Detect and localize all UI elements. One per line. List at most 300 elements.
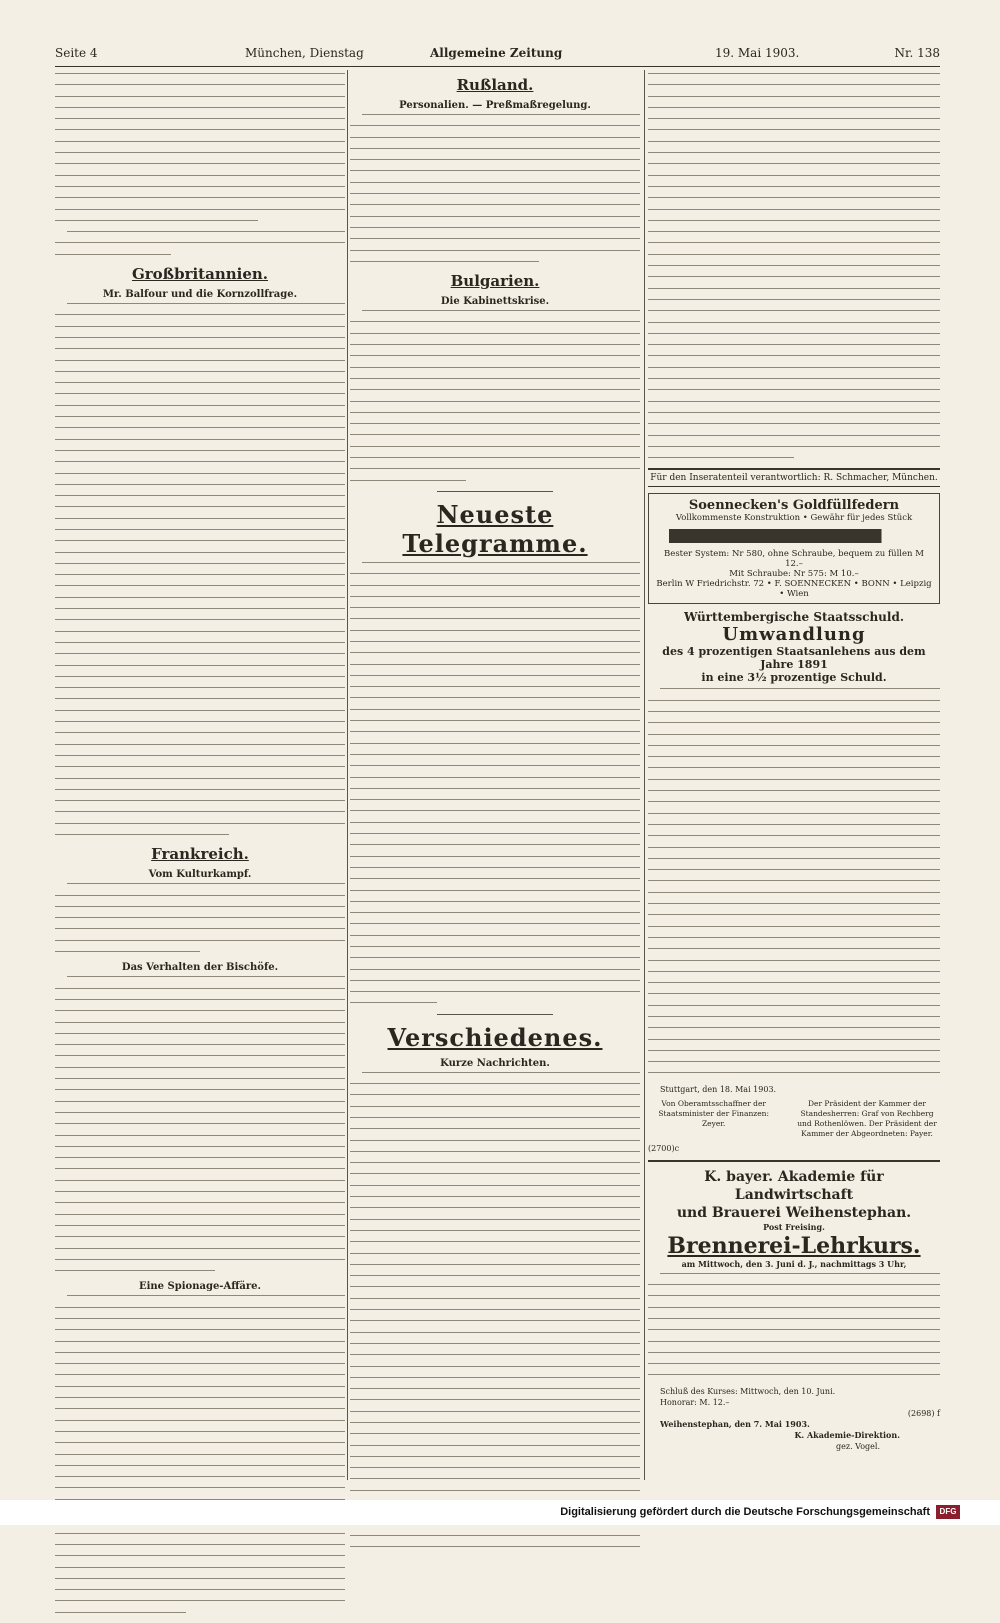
text-line — [55, 1567, 345, 1568]
text-line — [350, 148, 640, 149]
text-line — [67, 303, 345, 304]
text-line — [55, 789, 345, 790]
text-line — [350, 1388, 640, 1389]
text-line — [350, 355, 640, 356]
text-line — [55, 563, 345, 564]
text-line — [55, 1202, 345, 1203]
text-line — [55, 744, 345, 745]
text-line — [648, 1284, 940, 1285]
text-line — [55, 834, 229, 835]
text-line — [55, 988, 345, 989]
text-line — [55, 337, 345, 338]
text-line — [55, 405, 345, 406]
column-left — [55, 70, 345, 1623]
text-line — [55, 197, 345, 198]
text-line — [350, 1286, 640, 1287]
text-line — [55, 1386, 345, 1387]
text-line — [350, 468, 640, 469]
text-line — [648, 801, 940, 802]
text-line — [648, 1027, 940, 1028]
section-subtitle: Mr. Balfour und die Kornzollfrage. — [102, 289, 298, 301]
text-line — [350, 664, 640, 665]
text-line — [55, 371, 345, 372]
text-line — [55, 1555, 345, 1556]
academy-post: Post Freising. — [763, 1221, 825, 1232]
text-line — [55, 1363, 345, 1364]
text-line — [350, 423, 640, 424]
text-line — [55, 1307, 345, 1308]
notice-heading: Umwandlung — [722, 624, 866, 646]
text-line — [648, 948, 940, 949]
text-line — [350, 844, 640, 845]
text-line — [648, 378, 940, 379]
text-line — [350, 1083, 640, 1084]
column-middle — [350, 70, 640, 1558]
text-line — [350, 822, 640, 823]
text-line — [55, 1578, 345, 1579]
text-line — [55, 676, 345, 677]
text-line — [648, 129, 940, 130]
text-line — [55, 382, 345, 383]
text-line — [55, 1454, 345, 1455]
text-line — [55, 597, 345, 598]
text-line — [350, 1399, 640, 1400]
text-line — [350, 720, 640, 721]
text-line — [55, 698, 345, 699]
text-line — [55, 1236, 345, 1237]
text-line — [55, 1259, 345, 1260]
text-line — [55, 1465, 345, 1466]
text-line — [55, 619, 345, 620]
text-line — [350, 1456, 640, 1457]
text-line — [55, 906, 345, 907]
text-line — [55, 427, 345, 428]
text-line — [648, 1050, 940, 1051]
text-line — [648, 412, 940, 413]
paper-title: Allgemeine Zeitung — [430, 46, 563, 60]
text-line — [648, 835, 940, 836]
article-text-block — [350, 1072, 640, 1547]
text-line — [350, 1241, 640, 1242]
text-line — [648, 310, 940, 311]
text-line — [55, 152, 345, 153]
text-line — [648, 869, 940, 870]
text-line — [350, 1343, 640, 1344]
soennecken-ad — [648, 493, 940, 604]
text-line — [350, 630, 640, 631]
text-line — [648, 756, 940, 757]
ad-line: Mit Schraube: Nr 575: M 10.– — [729, 569, 859, 580]
text-line — [648, 322, 940, 323]
text-line — [350, 890, 640, 891]
city-day: München, Dienstag — [245, 46, 364, 60]
text-line — [55, 129, 345, 130]
text-line — [648, 96, 940, 97]
article-text-block — [55, 303, 345, 835]
text-line — [648, 118, 940, 119]
academy-name-2: und Brauerei Weihenstephan. — [676, 1204, 912, 1221]
text-line — [350, 333, 640, 334]
text-line — [648, 276, 940, 277]
text-line — [648, 914, 940, 915]
text-line — [55, 917, 345, 918]
text-line — [55, 1067, 345, 1068]
text-line — [350, 969, 640, 970]
text-line — [648, 254, 940, 255]
section-subtitle: Eine Spionage-Affäre. — [138, 1281, 262, 1293]
text-line — [350, 1219, 640, 1220]
text-line — [350, 1422, 640, 1423]
text-line — [350, 434, 640, 435]
text-line — [350, 810, 640, 811]
text-line — [648, 141, 940, 142]
text-line — [350, 367, 640, 368]
text-line — [55, 1157, 345, 1158]
text-line — [350, 788, 640, 789]
text-line — [648, 982, 940, 983]
text-line — [350, 1411, 640, 1412]
text-line — [350, 618, 640, 619]
issue-number: Nr. 138 — [894, 46, 940, 60]
text-line — [350, 204, 640, 205]
text-line — [648, 73, 940, 74]
text-line — [55, 450, 345, 451]
course-fee: Honorar: M. 12.– — [660, 1397, 730, 1407]
text-line — [67, 883, 345, 884]
text-line — [350, 923, 640, 924]
text-line — [350, 446, 640, 447]
issue-date: 19. Mai 1903. — [715, 46, 800, 60]
text-line — [648, 107, 940, 108]
text-line — [350, 731, 640, 732]
text-line — [350, 777, 640, 778]
text-line — [350, 641, 640, 642]
text-line — [362, 1072, 640, 1073]
text-line — [350, 1094, 640, 1095]
text-line — [55, 1408, 345, 1409]
text-line — [350, 1445, 640, 1446]
column-rule — [644, 70, 645, 1480]
text-line — [350, 573, 640, 574]
ad-subtitle: Vollkommenste Konstruktion • Gewähr für jedes Stück — [675, 513, 913, 524]
text-line — [648, 163, 940, 164]
text-line — [350, 957, 640, 958]
text-line — [350, 1264, 640, 1265]
text-line — [350, 401, 640, 402]
text-line — [55, 107, 345, 108]
text-line — [648, 423, 940, 424]
text-line — [648, 1352, 940, 1353]
section-subtitle: Die Kabinettskrise. — [440, 296, 550, 308]
text-line — [55, 1487, 345, 1488]
text-line — [350, 833, 640, 834]
text-line — [660, 1273, 940, 1274]
text-line — [350, 216, 640, 217]
text-line — [350, 912, 640, 913]
notice-place-date: Stuttgart, den 18. Mai 1903. — [660, 1084, 777, 1094]
text-line — [350, 159, 640, 160]
text-line — [648, 84, 940, 85]
course-place-date: Weihenstephan, den 7. Mai 1903. — [660, 1418, 810, 1429]
text-line — [350, 1196, 640, 1197]
text-line — [55, 1214, 345, 1215]
text-line — [350, 675, 640, 676]
telegrams-title: Neueste Telegramme. — [402, 499, 588, 558]
text-line — [350, 1309, 640, 1310]
text-line — [648, 1307, 940, 1308]
text-line — [350, 321, 640, 322]
text-line — [55, 1318, 345, 1319]
text-line — [648, 779, 940, 780]
text-line — [55, 1442, 345, 1443]
text-line — [350, 1467, 640, 1468]
text-line — [350, 1275, 640, 1276]
text-line — [648, 892, 940, 893]
text-line — [648, 435, 940, 436]
text-line — [648, 993, 940, 994]
text-line — [55, 393, 345, 394]
text-line — [55, 895, 345, 896]
course-signature: K. Akademie-Direktion. — [794, 1429, 900, 1440]
text-line — [350, 480, 466, 481]
text-line — [67, 1295, 345, 1296]
text-line — [648, 186, 940, 187]
text-line — [648, 265, 940, 266]
text-line — [55, 461, 345, 462]
text-line — [55, 163, 345, 164]
article-text-block — [350, 114, 640, 262]
section-divider — [437, 491, 553, 492]
text-line — [648, 457, 794, 458]
text-line — [55, 800, 345, 801]
text-line — [55, 473, 345, 474]
text-line — [350, 1354, 640, 1355]
text-line — [648, 355, 940, 356]
ad-line: Bester System: Nr 580, ohne Schraube, bequem zu füllen M 12.– — [664, 549, 924, 570]
text-line — [350, 412, 640, 413]
notice-title: Württembergische Staatsschuld. — [683, 610, 905, 625]
text-line — [55, 1191, 345, 1192]
text-line — [648, 344, 940, 345]
fountain-pen-icon — [669, 529, 919, 543]
text-line — [648, 1016, 940, 1017]
text-line — [55, 721, 345, 722]
text-line — [350, 250, 640, 251]
text-line — [55, 1341, 345, 1342]
text-line — [648, 209, 940, 210]
text-line — [55, 360, 345, 361]
text-line — [648, 1005, 940, 1006]
right-signature: Der Präsident der Kammer der Standesherren: Graf von Rechberg und Rothenlöwen. Der Präsident der Kammer der Abgeordneten: Payer. — [797, 1098, 937, 1138]
text-line — [648, 231, 940, 232]
text-line — [350, 378, 640, 379]
text-line — [350, 946, 640, 947]
text-line — [350, 1490, 640, 1491]
text-line — [55, 608, 345, 609]
text-line — [55, 687, 345, 688]
text-line — [648, 175, 940, 176]
text-line — [648, 1039, 940, 1040]
text-line — [648, 903, 940, 904]
text-line — [55, 999, 345, 1000]
text-line — [55, 186, 345, 187]
section-title: Bulgarien. — [450, 272, 540, 291]
text-line — [55, 1089, 345, 1090]
text-line — [350, 1002, 437, 1003]
ad-title: Soennecken's Goldfüllfedern — [688, 498, 900, 514]
notice-subtitle: in eine 3½ prozentige Schuld. — [701, 671, 887, 685]
text-line — [350, 1535, 640, 1536]
text-line — [648, 1295, 940, 1296]
responsible-note: Für den Inseratenteil verantwortlich: R. Schmacher, München. — [648, 468, 940, 487]
text-line — [55, 1612, 186, 1613]
text-line — [55, 778, 345, 779]
text-line — [350, 1207, 640, 1208]
text-line — [55, 1352, 345, 1353]
text-line — [350, 878, 640, 879]
text-line — [648, 824, 940, 825]
text-line — [648, 858, 940, 859]
text-line — [350, 1546, 640, 1547]
text-line — [55, 1033, 345, 1034]
text-line — [648, 446, 940, 447]
text-line — [648, 220, 940, 221]
text-line — [648, 389, 940, 390]
text-line — [55, 1044, 345, 1045]
text-line — [55, 766, 345, 767]
text-line — [55, 1168, 345, 1169]
text-line — [55, 585, 345, 586]
course-signed: gez. Vogel. — [836, 1441, 880, 1451]
misc-subtitle: Kurze Nachrichten. — [440, 1057, 550, 1069]
text-line — [350, 1128, 640, 1129]
text-line — [350, 991, 640, 992]
text-line — [648, 197, 940, 198]
text-line — [55, 1010, 345, 1011]
page-number: Seite 4 — [55, 46, 98, 60]
text-line — [55, 665, 345, 666]
text-line — [648, 1061, 940, 1062]
text-line — [350, 1151, 640, 1152]
text-line — [55, 823, 345, 824]
text-line — [350, 1366, 640, 1367]
text-line — [55, 951, 200, 952]
text-line — [67, 976, 345, 977]
text-line — [55, 1476, 345, 1477]
text-line — [350, 652, 640, 653]
text-line — [648, 1374, 940, 1375]
article-text-block — [55, 73, 345, 255]
text-line — [55, 1589, 345, 1590]
section-title: Frankreich. — [151, 845, 249, 864]
text-line — [648, 299, 940, 300]
text-line — [55, 1431, 345, 1432]
text-line — [350, 686, 640, 687]
text-line — [55, 96, 345, 97]
article-text-block — [55, 883, 345, 952]
text-line — [55, 1248, 345, 1249]
text-line — [350, 1478, 640, 1479]
text-line — [350, 1332, 640, 1333]
text-line — [350, 1377, 640, 1378]
text-line — [55, 710, 345, 711]
text-line — [350, 799, 640, 800]
text-line — [55, 529, 345, 530]
misc-title: Verschiedenes. — [387, 1022, 603, 1052]
text-line — [55, 928, 345, 929]
column-right — [648, 70, 940, 1452]
text-line — [350, 389, 640, 390]
text-line — [350, 1106, 640, 1107]
text-line — [55, 220, 258, 221]
text-line — [55, 540, 345, 541]
text-line — [648, 745, 940, 746]
text-line — [350, 1173, 640, 1174]
text-line — [648, 767, 940, 768]
text-line — [55, 1112, 345, 1113]
text-line — [55, 73, 345, 74]
text-line — [648, 937, 940, 938]
section-title: Rußland. — [456, 76, 534, 94]
text-line — [55, 1225, 345, 1226]
text-line — [67, 231, 345, 232]
text-line — [55, 1180, 345, 1181]
text-line — [55, 1600, 345, 1601]
text-line — [55, 242, 345, 243]
text-line — [350, 1253, 640, 1254]
text-line — [55, 1420, 345, 1421]
notice-code: (2700)c — [648, 1143, 680, 1153]
text-line — [55, 642, 345, 643]
text-line — [55, 439, 345, 440]
dfg-logo-icon: DFG — [936, 1505, 960, 1519]
article-text-block — [350, 562, 640, 1004]
text-line — [55, 209, 345, 210]
section-subtitle: Personalien. — Preßmaßregelung. — [399, 100, 591, 111]
text-line — [648, 813, 940, 814]
text-line — [55, 1022, 345, 1023]
text-line — [55, 1374, 345, 1375]
text-line — [55, 1533, 345, 1534]
text-line — [648, 242, 940, 243]
text-line — [350, 765, 640, 766]
text-line — [350, 754, 640, 755]
text-line — [648, 847, 940, 848]
text-line — [55, 84, 345, 85]
text-line — [350, 743, 640, 744]
text-line — [55, 254, 171, 255]
text-line — [350, 1117, 640, 1118]
text-line — [55, 495, 345, 496]
text-line — [55, 940, 345, 941]
text-line — [55, 118, 345, 119]
text-line — [648, 1318, 940, 1319]
column-rule — [347, 70, 348, 1480]
notice-subtitle: des 4 prozentigen Staatsanlehens aus dem Jahre 1891 — [662, 645, 926, 672]
text-line — [350, 170, 640, 171]
text-line — [55, 1078, 345, 1079]
ad-line: Berlin W Friedrichstr. 72 • F. SOENNECKEN • BONN • Leipzig • Wien — [656, 579, 932, 600]
text-line — [648, 1072, 940, 1073]
text-line — [55, 1135, 345, 1136]
text-line — [648, 1341, 940, 1342]
text-line — [350, 182, 640, 183]
text-line — [648, 734, 940, 735]
text-line — [350, 261, 539, 262]
notice-text-block — [648, 688, 940, 1073]
text-line — [648, 152, 940, 153]
text-line — [350, 709, 640, 710]
